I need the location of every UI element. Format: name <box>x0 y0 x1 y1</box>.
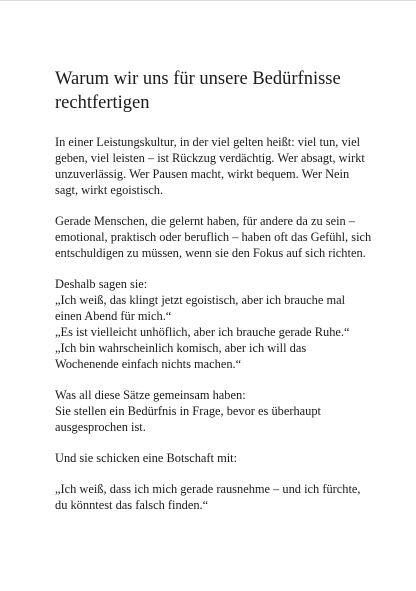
text-line: entschuldigen zu müssen, wenn sie den Fokus auf sich richten. <box>55 246 366 260</box>
paragraph-deshalb-sagen-sie <box>55 276 370 372</box>
document-body <box>55 67 370 528</box>
paragraph-gemeinsam <box>55 387 370 435</box>
text-line: unzuverlässig. Wer Pausen macht, wirkt bequem. Wer Nein <box>55 167 350 181</box>
quote-line: „Es ist vielleicht unhöflich, aber ich brauche gerade Ruhe.“ <box>55 325 350 339</box>
document-title <box>55 67 370 115</box>
paragraph-gerade-menschen <box>55 213 370 261</box>
text-line: Sie stellen ein Bedürfnis in Frage, bevor es überhaupt <box>55 404 321 418</box>
title-line: rechtfertigen <box>55 93 150 113</box>
paragraph-leistungskultur <box>55 134 370 198</box>
text-line: Deshalb sagen sie: <box>55 277 148 291</box>
text-line: In einer Leistungskultur, in der viel gelten heißt: viel tun, viel <box>55 135 361 149</box>
title-line: Warum wir uns für unsere Bedürfnisse <box>55 69 341 89</box>
text-line: Was all diese Sätze gemeinsam haben: <box>55 388 246 402</box>
paragraph-final-quote <box>55 481 370 513</box>
text-line: ausgesprochen ist. <box>55 420 146 434</box>
quote-line: „Ich bin wahrscheinlich komisch, aber ich will das <box>55 341 307 355</box>
text-line: emotional, praktisch oder beruflich – haben oft das Gefühl, sich <box>55 230 372 244</box>
paragraph-botschaft <box>55 450 370 466</box>
quote-line: „Ich weiß, dass ich mich gerade rausnehme – und ich fürchte, <box>55 482 361 496</box>
text-line: sagt, wirkt egoistisch. <box>55 183 164 197</box>
quote-line: einen Abend für mich.“ <box>55 309 172 323</box>
quote-line: Wochenende einfach nichts machen.“ <box>55 357 242 371</box>
text-line: Gerade Menschen, die gelernt haben, für andere da zu sein – <box>55 214 355 228</box>
text-line: geben, viel leisten – ist Rückzug verdächtig. Wer absagt, wirkt <box>55 151 365 165</box>
text-line: Und sie schicken eine Botschaft mit: <box>55 451 238 465</box>
quote-line: du könntest das falsch finden.“ <box>55 498 209 512</box>
quote-line: „Ich weiß, das klingt jetzt egoistisch, aber ich brauche mal <box>55 293 346 307</box>
